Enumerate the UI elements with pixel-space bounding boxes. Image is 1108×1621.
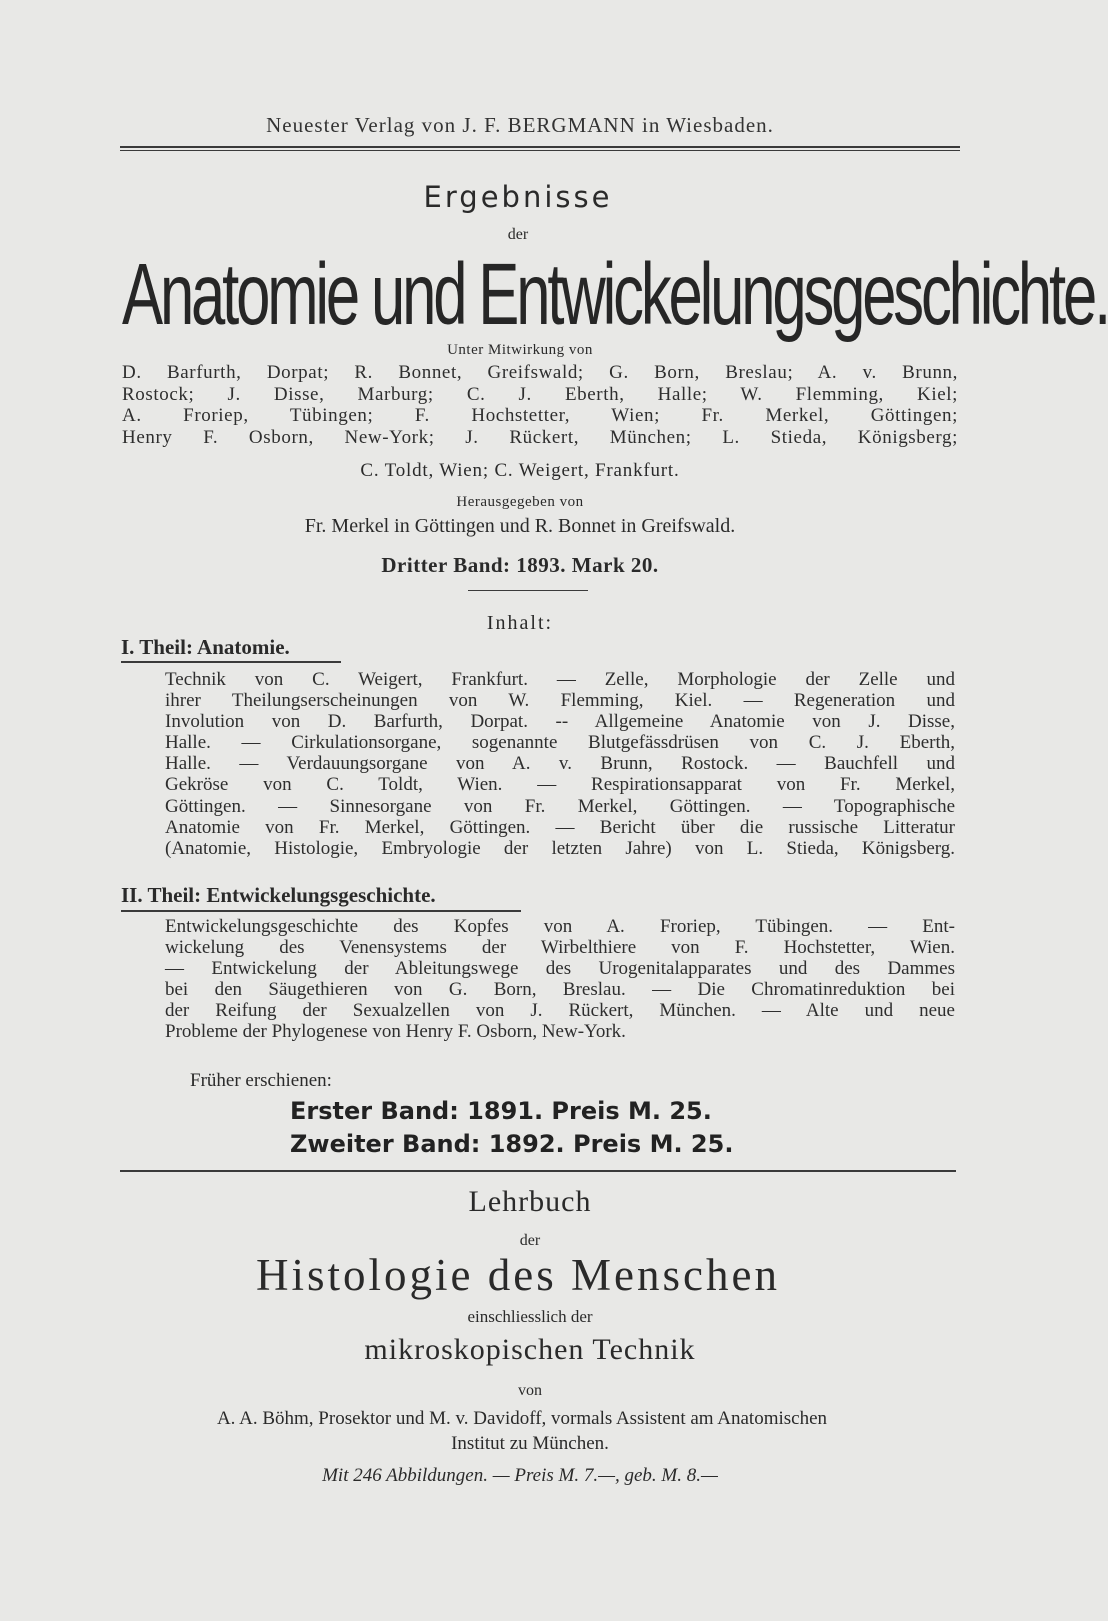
earlier-volume-2: Zweiter Band: 1892. Preis M. 25. (290, 1130, 734, 1158)
contents-line: (Anatomie, Histologie, Embryologie der letzten Jahre) von L. Stieda, Königsberg. (165, 837, 955, 859)
book1-title: Anatomie und Entwickelungsgeschichte. (122, 244, 1108, 344)
book1-mitwirkung: Unter Mitwirkung von (447, 342, 593, 358)
book2-subtitle: mikroskopischen Technik (364, 1333, 696, 1366)
book1-der: der (507, 226, 529, 243)
contents-line: Halle. — Verdauungsorgane von A. v. Brunn, Rostock. — Bauchfell und (165, 753, 955, 775)
contributors-block (122, 362, 958, 448)
book2-authors-institute: Institut zu München. (451, 1433, 609, 1454)
book1-title-wrap (122, 244, 1108, 344)
book2-price: Mit 246 Abbildungen. — Preis M. 7.—, geb. M. 8.— (322, 1465, 718, 1486)
book1-herausgegeben: Herausgegeben von (456, 494, 584, 510)
contents-line: Technik von C. Weigert, Frankfurt. — Zelle, Morphologie der Zelle und (165, 669, 955, 690)
book2-pretitle: Lehrbuch (468, 1185, 592, 1218)
book1-editors: Fr. Merkel in Göttingen und R. Bonnet in Greifswald. (304, 515, 736, 537)
contributors-line: Rostock; J. Disse, Marburg; C. J. Eberth, Halle; W. Flemming, Kiel; (122, 383, 958, 405)
contents-line: Involution von D. Barfurth, Dorpat. -- Allgemeine Anatomie von J. Disse, (165, 711, 955, 733)
contents-line: Probleme der Phylogenese von Henry F. Osborn, New-York. (165, 1021, 626, 1043)
part1-heading: I. Theil: Anatomie. (121, 635, 290, 659)
header-double-rule (120, 146, 960, 148)
part1-contents (165, 669, 955, 859)
contributors-line: A. Froriep, Tübingen; F. Hochstetter, Wien; Fr. Merkel, Göttingen; (122, 405, 958, 426)
contents-line: Anatomie von Fr. Merkel, Göttingen. — Bericht über die russische Litteratur (165, 816, 955, 838)
contents-line: bei den Säugethieren von G. Born, Breslau. — Die Chromatinreduktion bei (165, 979, 955, 1001)
contents-line: Halle. — Cirkulationsorgane, sogenannte Blutgefässdrüsen von C. J. Eberth, (165, 732, 955, 754)
book2-authors: A. A. Böhm, Prosektor und M. v. Davidoff, vormals Assistent am Anatomischen (216, 1408, 828, 1429)
book2-von: von (518, 1382, 542, 1399)
book2-title: Histologie des Menschen (256, 1250, 780, 1300)
volume-rule (468, 590, 588, 591)
book2-der: der (519, 1232, 541, 1249)
earlier-volume-1: Erster Band: 1891. Preis M. 25. (290, 1097, 712, 1125)
book1-volume: Dritter Band: 1893. Mark 20. (381, 553, 659, 577)
contents-heading: Inhalt: (486, 612, 554, 634)
contents-line: Entwickelungsgeschichte des Kopfes von A. Froriep, Tübingen. — Ent- (165, 916, 955, 937)
part2-contents (165, 916, 955, 1043)
part2-underline (121, 910, 521, 912)
book1-pretitle: Ergebnisse (423, 180, 613, 214)
section-divider (120, 1170, 956, 1172)
part2-heading: II. Theil: Entwickelungsgeschichte. (121, 883, 436, 907)
contributors-line: Henry F. Osborn, New-York; J. Rückert, München; L. Stieda, Königsberg; (122, 426, 958, 448)
header-double-rule-2 (120, 150, 960, 151)
contents-line: Göttingen. — Sinnesorgane von Fr. Merkel, Göttingen. — Topographische (165, 795, 955, 817)
contents-line: — Entwickelung der Ableitungswege des Urogenitalapparates und des Dammes (165, 958, 955, 980)
contents-line: der Reifung der Sexualzellen von J. Rückert, München. — Alte und neue (165, 1000, 955, 1022)
book2-einschl: einschliesslich der (467, 1307, 593, 1326)
publisher-line: Neuester Verlag von J. F. BERGMANN in Wiesbaden. (266, 113, 774, 137)
contents-line: Gekröse von C. Toldt, Wien. — Respirationsapparat von Fr. Merkel, (165, 774, 955, 796)
contributors-line: D. Barfurth, Dorpat; R. Bonnet, Greifswald; G. Born, Breslau; A. v. Brunn, (122, 362, 958, 383)
part1-underline (121, 661, 341, 663)
contents-line: ihrer Theilungserscheinungen von W. Flemming, Kiel. — Regeneration und (165, 690, 955, 712)
earlier-label: Früher erschienen: (190, 1070, 332, 1091)
contributors-line-last: C. Toldt, Wien; C. Weigert, Frankfurt. (360, 460, 680, 481)
contents-line: wickelung des Venensystems der Wirbelthiere von F. Hochstetter, Wien. (165, 937, 955, 959)
